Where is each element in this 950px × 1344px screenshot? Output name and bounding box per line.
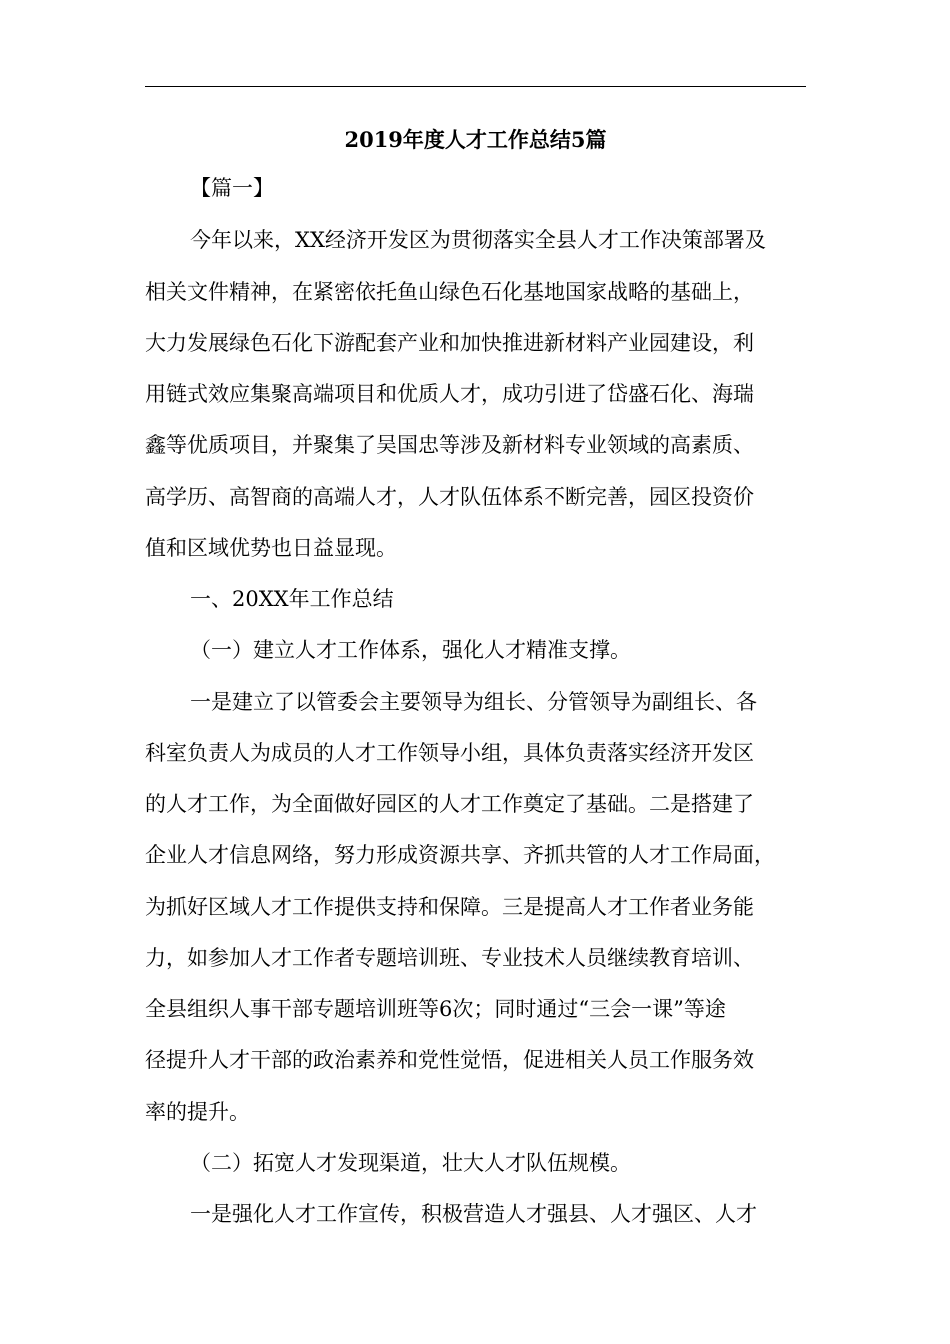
body-line: 一是强化人才工作宣传，积极营造人才强县、人才强区、人才: [190, 1202, 757, 1226]
body-line: 的人才工作，为全面做好园区的人才工作奠定了基础。二是搭建了: [145, 792, 754, 816]
body-line: 鑫等优质项目，并聚集了吴国忠等涉及新材料专业领域的高素质、: [145, 433, 754, 457]
subsection-heading: （二）拓宽人才发现渠道，壮大人才队伍规模。: [190, 1151, 631, 1175]
header-rule: [145, 86, 806, 87]
body-line: 高学历、高智商的高端人才，人才队伍体系不断完善，园区投资价: [145, 485, 754, 509]
body-line: 一是建立了以管委会主要领导为组长、分管领导为副组长、各: [190, 690, 757, 714]
body-line: 为抓好区域人才工作提供支持和保障。三是提高人才工作者业务能: [145, 895, 754, 919]
body-line: 全县组织人事干部专题培训班等6次；同时通过“三会一课”等途: [145, 997, 726, 1021]
section-heading: 【篇一】: [190, 176, 274, 200]
section-heading: 一、20XX年工作总结: [190, 587, 394, 611]
body-line: 今年以来，XX经济开发区为贯彻落实全县人才工作决策部署及: [190, 228, 766, 252]
body-line: 相关文件精神，在紧密依托鱼山绿色石化基地国家战略的基础上，: [145, 280, 754, 304]
body-line: 用链式效应集聚高端项目和优质人才，成功引进了岱盛石化、海瑞: [145, 382, 754, 406]
body-line: 企业人才信息网络，努力形成资源共享、齐抓共管的人才工作局面，: [145, 843, 775, 867]
subsection-heading: （一）建立人才工作体系，强化人才精准支撑。: [190, 638, 631, 662]
body-line: 值和区域优势也日益显现。: [145, 536, 397, 560]
body-line: 科室负责人为成员的人才工作领导小组，具体负责落实经济开发区: [145, 741, 754, 765]
body-line: 径提升人才干部的政治素养和党性觉悟，促进相关人员工作服务效: [145, 1048, 754, 1072]
body-line: 力，如参加人才工作者专题培训班、专业技术人员继续教育培训、: [145, 946, 754, 970]
body-line: 率的提升。: [145, 1100, 250, 1124]
body-line: 大力发展绿色石化下游配套产业和加快推进新材料产业园建设，利: [145, 331, 754, 355]
document-title: 2019年度人才工作总结5篇: [344, 127, 607, 152]
